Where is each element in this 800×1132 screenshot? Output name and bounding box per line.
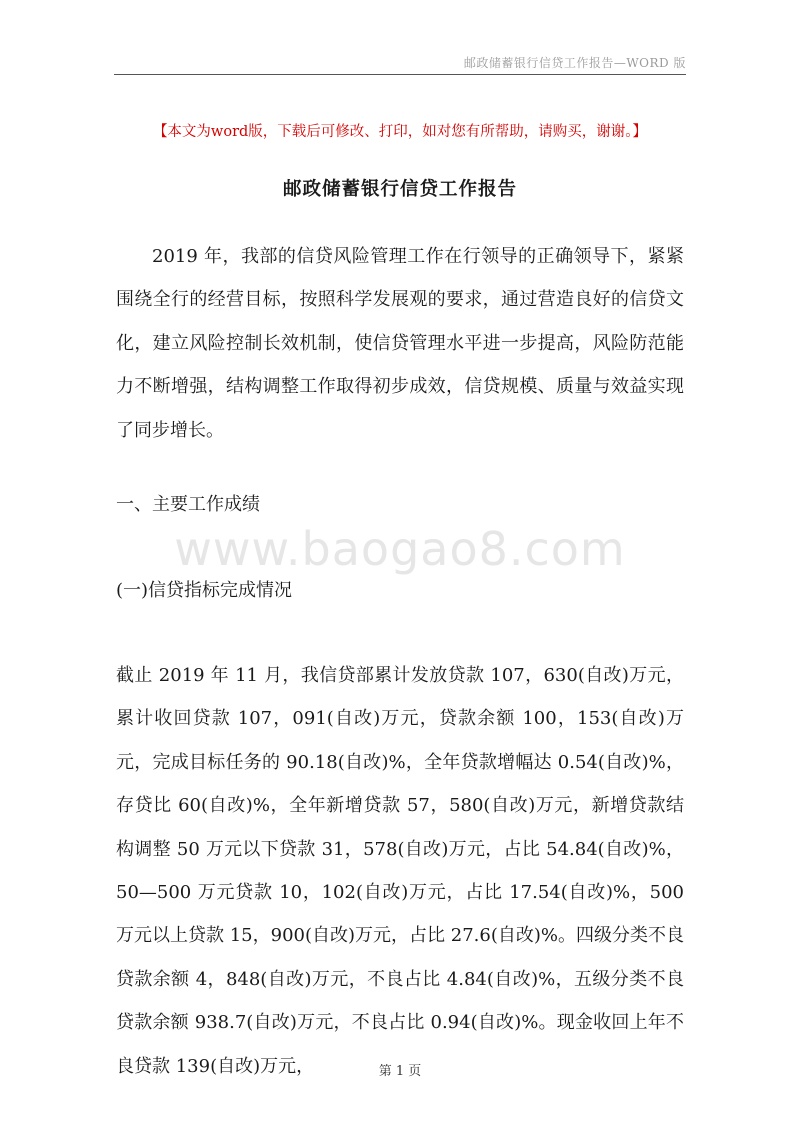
download-notice: 【本文为word版，下载后可修改、打印，如对您有所帮助，请购买，谢谢。】: [152, 124, 648, 140]
subsection-heading: (一)信贷指标完成情况: [116, 580, 293, 601]
stats-paragraph: 截止 2019 年 11 月，我信贷部累计发放贷款 107，630(自改)万元，累计收回贷款 107，091(自改)万元，贷款余额 100，153(自改)万元，完成目标任务的 90.18(自改)%，全年贷款增幅达 0.54(自改)%，存贷比 60(自改)%，全年新增贷款 57，580(自改)万元，新增贷款结构调整 50 万元以下贷款 31，578(自改)万元，占比 54.84(自改)%，50—500 万元贷款 10，102(自改)万元，占比 17.54(自改)%，500 万元以上贷款 15，900(自改)万元，占比 27.6(自改)%。四级分类不良贷款余额 4，848(自改)万元，不良占比 4.84(自改)%，五级分类不良贷款余额 938.7(自改)万元，不良占比 0.94(自改)%。现金收回上年不良贷款 139(自改)万元，: [116, 665, 684, 1077]
watermark: www.baogao8.com: [174, 522, 626, 576]
header-divider: [114, 74, 686, 75]
running-header: 邮政储蓄银行信贷工作报告—WORD 版: [463, 56, 686, 70]
page-number: 第 1 页: [378, 1064, 422, 1079]
document-title: 邮政储蓄银行信贷工作报告: [282, 179, 517, 200]
intro-paragraph: 2019 年，我部的信贷风险管理工作在行领导的正确领导下，紧紧围绕全行的经营目标，按照科学发展观的要求，通过营造良好的信贷文化，建立风险控制长效机制，使信贷管理水平进一步提高，风险防范能力不断增强，结构调整工作取得初步成效，信贷规模、质量与效益实现了同步增长。: [116, 246, 684, 441]
section-heading: 一、主要工作成绩: [116, 494, 260, 515]
